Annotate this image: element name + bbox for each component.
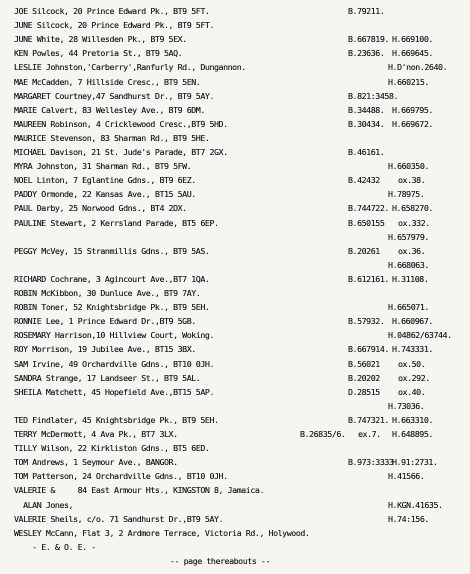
entry-name-address: ALAN Jones, bbox=[14, 499, 74, 510]
extension: ox.38. bbox=[398, 175, 426, 186]
business-phone: B.57932. bbox=[348, 316, 385, 327]
business-phone: B.667914. bbox=[348, 344, 389, 355]
entry-name-address: MAE McCadden, 7 Hillside Cresc., BT9 5EN. bbox=[14, 76, 201, 87]
home-phone: H.648895. bbox=[392, 429, 433, 439]
entry-name-address: PAUL Darby, 25 Norwood Gdns., BT4 2DX. bbox=[14, 203, 187, 214]
home-phone: H.41566. bbox=[388, 471, 425, 482]
entry-name-address: VALERIE Sheils, c/o. 71 Sandhurst Dr.,BT9 5AY. bbox=[14, 513, 224, 524]
home-phone: H.663310. bbox=[392, 414, 433, 425]
extension: ex.7. bbox=[358, 429, 381, 439]
entry-name-address: MAURICE Stevenson, 83 Sharman Rd., BT9 5HE. bbox=[14, 132, 210, 143]
entry-name-address: MYRA Johnston, 31 Sharman Rd., BT9 5FW. bbox=[14, 161, 192, 172]
business-phone: B.46161. bbox=[348, 147, 385, 157]
home-phone: H.657979. bbox=[388, 231, 429, 242]
entry-name-address: JOE Silcock, 20 Prince Edward Pk., BT9 5FT. bbox=[14, 6, 210, 16]
entry-name-address: JUNE Silcock, 20 Prince Edward Pk., BT9 5FT. bbox=[14, 20, 214, 31]
entry-name-address: TILLY Wilson, 22 Kirkliston Gdns., BT5 6ED. bbox=[14, 443, 210, 454]
entry-name-address: VALERIE & 84 East Armour Hts., KINGSTON 8, Jamaica. bbox=[14, 485, 264, 496]
business-phone: B.650155 bbox=[348, 217, 385, 228]
extension: ox.332. bbox=[398, 217, 430, 228]
home-phone: H.669100. bbox=[392, 34, 433, 45]
home-phone: H.669795. bbox=[392, 104, 433, 115]
home-phone: H.660350. bbox=[388, 161, 429, 172]
entry-name-address: RONNIE Lee, 1 Prince Edward Dr.,BT9 5GB. bbox=[14, 316, 196, 327]
business-phone: B.34488. bbox=[348, 104, 385, 115]
home-phone: H.660967. bbox=[392, 316, 433, 327]
business-phone: B.744722. bbox=[348, 203, 389, 214]
home-phone: H.78975. bbox=[388, 189, 425, 200]
entry-name-address: PEGGY McVey, 15 Stranmillis Gdns., BT9 5AS. bbox=[14, 245, 210, 256]
business-phone: B.42432 bbox=[348, 175, 380, 186]
business-phone: D.28515 bbox=[348, 386, 380, 397]
business-phone: B.20261 bbox=[348, 245, 380, 256]
home-phone: H.74:156. bbox=[388, 513, 429, 524]
home-phone: H.31108. bbox=[392, 273, 429, 284]
entry-name-address: JUNE White, 28 Willesden Pk., BT9 5EX. bbox=[14, 34, 187, 45]
entry-name-address: ROSEMARY Harrison,10 Hillview Court, Woking. bbox=[14, 330, 214, 341]
entry-name-address: RICHARD Cochrane, 3 Agincourt Ave.,BT7 1QA. bbox=[14, 273, 210, 284]
entry-name-address: LESLIE Johnston,'Carberry',Ranfurly Rd., Dungannon. bbox=[14, 62, 246, 73]
entry-name-address: TERRY McDermott, 4 Ava Pk., BT7 3LX. bbox=[14, 429, 178, 439]
business-phone: B.30434. bbox=[348, 118, 385, 129]
home-phone: H.669672. bbox=[392, 118, 433, 129]
business-phone: B.667819. bbox=[348, 34, 389, 45]
entry-name-address: WESLEY McCann, Flat 3, 2 Ardmore Terrace, Victoria Rd., Holywood. bbox=[14, 527, 310, 538]
entry-name-address: TOM Patterson, 24 Orchardville Gdns., BT10 0JH. bbox=[14, 471, 228, 482]
entry-name-address: - E. & O. E. - bbox=[14, 541, 96, 552]
home-phone: H.658270. bbox=[392, 203, 433, 214]
extension: ox.40. bbox=[398, 386, 426, 397]
entry-name-address: ROBIN McKibbon, 30 Dunluce Ave., BT9 7AY. bbox=[14, 288, 201, 298]
entry-name-address: NOEL Linton, 7 Eglantine Gdns., BT9 6EZ. bbox=[14, 175, 196, 186]
extension: ox.36. bbox=[398, 245, 426, 256]
entry-name-address: KEN Powles, 44 Pretoria St., BT9 5AQ. bbox=[14, 48, 183, 59]
business-phone: B.20202 bbox=[348, 372, 380, 383]
home-phone: H.73036. bbox=[388, 400, 425, 411]
home-phone: H.91:2731. bbox=[392, 457, 438, 468]
business-phone: B.26835/6. bbox=[300, 429, 346, 439]
business-phone: B.79211. bbox=[348, 6, 385, 16]
entry-name-address: MICHAEL Davison, 21 St. Jude's Parade, BT7 2GX. bbox=[14, 147, 228, 157]
home-phone: H.669645. bbox=[392, 48, 433, 59]
entry-name-address: PADDY Ormonde, 22 Kansas Ave., BT15 5AU. bbox=[14, 189, 196, 200]
extension: ox.292. bbox=[398, 372, 430, 383]
business-phone: B.747321. bbox=[348, 414, 389, 425]
entry-name-address: ROBIN Toner, 52 Knightsbridge Pk., BT9 5EH. bbox=[14, 302, 210, 313]
extension: -- page thereabouts -- bbox=[170, 555, 270, 566]
home-phone: H.D'non.2640. bbox=[388, 62, 448, 73]
entry-name-address: PAULINE Stewart, 2 Kerrsland Parade, BT5 6EP. bbox=[14, 217, 219, 228]
extension: ox.50. bbox=[398, 358, 426, 369]
business-phone: B.821:3458. bbox=[348, 90, 398, 101]
entry-name-address: SANDRA Strange, 17 Landseer St., BT9 5AL. bbox=[14, 372, 201, 383]
entry-name-address: SHEILA Matchett, 45 Hopefield Ave.,BT15 5AP. bbox=[14, 386, 214, 397]
home-phone: H.668063. bbox=[388, 259, 429, 270]
home-phone: H.04862/63744. bbox=[388, 330, 452, 341]
business-phone: B.56021 bbox=[348, 358, 380, 369]
home-phone: H.665071. bbox=[388, 302, 429, 313]
business-phone: B.973:3333. bbox=[348, 457, 398, 468]
home-phone: H.743331. bbox=[392, 344, 433, 355]
entry-name-address: MARGARET Courtney,47 Sandhurst Dr., BT9 5AY. bbox=[14, 90, 214, 101]
entry-name-address: MAUREEN Robinson, 4 Cricklewood Cresc.,BT9 5HD. bbox=[14, 118, 228, 129]
entry-name-address: MARIE Calvert, 83 Wellesley Ave., BT9 6DM. bbox=[14, 104, 205, 115]
entry-name-address: ROY Morrison, 19 Jubilee Ave., BT15 3BX. bbox=[14, 344, 196, 355]
home-phone: H.660215. bbox=[388, 76, 429, 87]
entry-name-address: TOM Andrews, 1 Seymour Ave., BANGOR. bbox=[14, 457, 178, 468]
home-phone: H.KGN.41635. bbox=[388, 499, 443, 510]
entry-name-address: SAM Irvine, 49 Orchardville Gdns., BT10 0JH. bbox=[14, 358, 214, 369]
business-phone: B.612161. bbox=[348, 273, 389, 284]
business-phone: B.23636. bbox=[348, 48, 385, 59]
entry-name-address: TED Findlater, 45 Knightsbridge Pk., BT9 5EH. bbox=[14, 414, 219, 425]
